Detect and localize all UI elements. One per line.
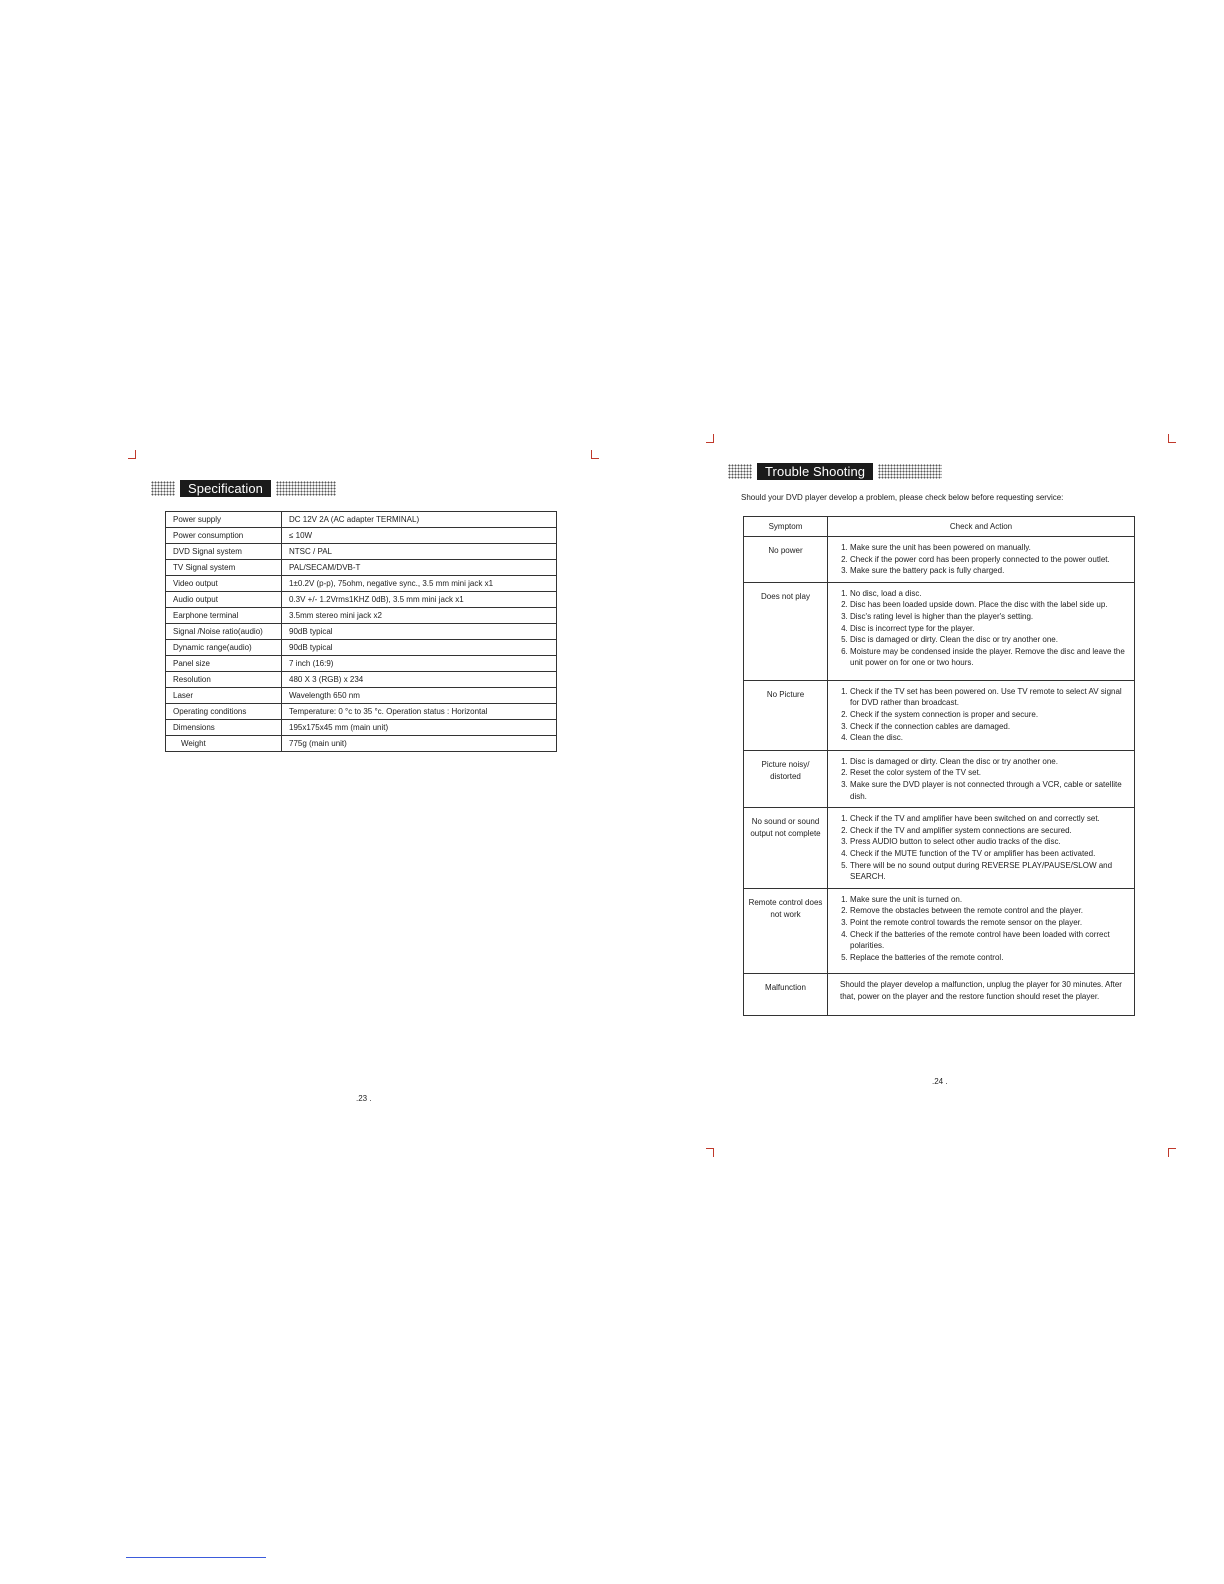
action-cell [828, 973, 1135, 1015]
spec-label: Dimensions [166, 720, 282, 736]
dot-pattern-right [878, 464, 942, 479]
spec-value: 775g (main unit) [282, 736, 557, 752]
list-item: 2. Disc has been loaded upside down. Place the disc with the label side up. [850, 599, 1130, 611]
list-item: 2. Reset the color system of the TV set. [850, 767, 1130, 779]
spec-value: DC 12V 2A (AC adapter TERMINAL) [282, 512, 557, 528]
spec-value: 1±0.2V (p-p), 75ohm, negative sync., 3.5 mm mini jack x1 [282, 576, 557, 592]
list-item: 4. Check if the batteries of the remote control have been loaded with correct polarities. [850, 929, 1130, 952]
action-cell [828, 582, 1135, 680]
list-item: 6. Moisture may be condensed inside the player. Remove the disc and leave the unit power on for one or two hours. [850, 646, 1130, 669]
specification-table [165, 511, 557, 752]
spec-label: Audio output [166, 592, 282, 608]
table-row [744, 808, 1135, 889]
dot-pattern-left [151, 481, 175, 496]
table-row [166, 576, 557, 592]
symptom-cell: No power [744, 537, 828, 583]
table-row [166, 624, 557, 640]
dot-pattern-right [276, 481, 336, 496]
action-cell [828, 888, 1135, 973]
action-cell [828, 750, 1135, 807]
action-list [840, 686, 1130, 744]
table-row [166, 656, 557, 672]
symptom-cell: Does not play [744, 582, 828, 680]
list-item: 3. Point the remote control towards the remote sensor on the player. [850, 917, 1130, 929]
list-item: 4. Disc is incorrect type for the player. [850, 623, 1130, 635]
list-item: 3. Disc's rating level is higher than the player's setting. [850, 611, 1130, 623]
list-item: 2. Check if the power cord has been properly connected to the power outlet. [850, 554, 1130, 566]
spec-label: Panel size [166, 656, 282, 672]
list-item: 2. Check if the TV and amplifier system connections are secured. [850, 825, 1130, 837]
column-header-action: Check and Action [828, 517, 1135, 537]
symptom-cell: Remote control does not work [744, 888, 828, 973]
page-number-left: .23 . [356, 1094, 372, 1103]
table-row [166, 736, 557, 752]
spec-value: 480 X 3 (RGB) x 234 [282, 672, 557, 688]
list-item: 4. Check if the MUTE function of the TV or amplifier has been activated. [850, 848, 1130, 860]
list-item: 1. Disc is damaged or dirty. Clean the disc or try another one. [850, 756, 1130, 768]
list-item: 1. Make sure the unit has been powered on manually. [850, 542, 1130, 554]
spec-label: Resolution [166, 672, 282, 688]
spec-label: Power consumption [166, 528, 282, 544]
spec-value: 195x175x45 mm (main unit) [282, 720, 557, 736]
action-cell [828, 808, 1135, 889]
spec-label: Operating conditions [166, 704, 282, 720]
list-item: 3. Check if the connection cables are damaged. [850, 721, 1130, 733]
action-text: Should the player develop a malfunction, unplug the player for 30 minutes. After that, power on the player and the restore function should reset the player. [840, 979, 1122, 1001]
list-item: 1. Check if the TV set has been powered on. Use TV remote to select AV signal for DVD rather than broadcast. [850, 686, 1130, 709]
spec-value: Temperature: 0 °c to 35 °c. Operation status : Horizontal [282, 704, 557, 720]
table-row [166, 512, 557, 528]
list-item: 5. Disc is damaged or dirty. Clean the disc or try another one. [850, 634, 1130, 646]
table-row [744, 888, 1135, 973]
table-row [744, 537, 1135, 583]
crop-mark-left-top-right [591, 450, 599, 459]
action-list [840, 894, 1130, 964]
table-row [166, 704, 557, 720]
table-row [166, 720, 557, 736]
action-list [840, 813, 1130, 883]
crop-mark-right-bottom-right [1168, 1148, 1176, 1157]
symptom-cell: Malfunction [744, 973, 828, 1015]
page-number-right: .24 . [932, 1077, 948, 1086]
crop-mark-right-top-right [1168, 434, 1176, 443]
table-row [166, 544, 557, 560]
table-row [744, 582, 1135, 680]
table-row [166, 528, 557, 544]
table-row [744, 750, 1135, 807]
table-row [166, 608, 557, 624]
spec-label: Video output [166, 576, 282, 592]
page-title: Trouble Shooting [757, 463, 873, 480]
table-row [744, 973, 1135, 1015]
spec-label: TV Signal system [166, 560, 282, 576]
symptom-cell: Picture noisy/ distorted [744, 750, 828, 807]
table-row [166, 592, 557, 608]
dot-pattern-left [728, 464, 752, 479]
list-item: 2. Remove the obstacles between the remote control and the player. [850, 905, 1130, 917]
table-row [166, 560, 557, 576]
action-cell [828, 537, 1135, 583]
table-row [166, 640, 557, 656]
crop-mark-right-top-left [706, 434, 714, 443]
list-item: 2. Check if the system connection is proper and secure. [850, 709, 1130, 721]
spec-label: Laser [166, 688, 282, 704]
spec-label: Power supply [166, 512, 282, 528]
spec-value: 90dB typical [282, 624, 557, 640]
list-item: 3. Make sure the DVD player is not connected through a VCR, cable or satellite dish. [850, 779, 1130, 802]
table-header-row [744, 517, 1135, 537]
list-item: 5. Replace the batteries of the remote control. [850, 952, 1130, 964]
list-item: 3. Make sure the battery pack is fully charged. [850, 565, 1130, 577]
list-item: 3. Press AUDIO button to select other audio tracks of the disc. [850, 836, 1130, 848]
spec-value: NTSC / PAL [282, 544, 557, 560]
action-list [840, 542, 1130, 577]
list-item: 1. Make sure the unit is turned on. [850, 894, 1130, 906]
table-row [166, 672, 557, 688]
action-list [840, 588, 1130, 669]
troubleshooting-table [743, 516, 1135, 1016]
spec-value: ≤ 10W [282, 528, 557, 544]
spec-value: PAL/SECAM/DVB-T [282, 560, 557, 576]
spec-label: Signal /Noise ratio(audio) [166, 624, 282, 640]
table-row [166, 688, 557, 704]
crop-mark-left-top-left [128, 450, 136, 459]
spec-label: Dynamic range(audio) [166, 640, 282, 656]
spec-value: 3.5mm stereo mini jack x2 [282, 608, 557, 624]
spec-value: 90dB typical [282, 640, 557, 656]
specification-heading [151, 480, 336, 497]
page-title: Specification [180, 480, 271, 497]
list-item: 1. No disc, load a disc. [850, 588, 1130, 600]
troubleshooting-heading [728, 463, 942, 480]
intro-text: Should your DVD player develop a problem, please check below before requesting service: [741, 493, 1064, 502]
spec-label: Weight [166, 736, 282, 752]
table-row [744, 680, 1135, 750]
crop-mark-right-bottom-left [706, 1148, 714, 1157]
list-item: 1. Check if the TV and amplifier have been switched on and correctly set. [850, 813, 1130, 825]
footer-line [126, 1557, 266, 1558]
spec-label: Earphone terminal [166, 608, 282, 624]
column-header-symptom: Symptom [744, 517, 828, 537]
spec-value: 0.3V +/- 1.2Vrms1KHZ 0dB), 3.5 mm mini jack x1 [282, 592, 557, 608]
action-list [840, 756, 1130, 802]
list-item: 4. Clean the disc. [850, 732, 1130, 744]
action-cell [828, 680, 1135, 750]
symptom-cell: No sound or sound output not complete [744, 808, 828, 889]
spec-label: DVD Signal system [166, 544, 282, 560]
spec-value: 7 inch (16:9) [282, 656, 557, 672]
spec-value: Wavelength 650 nm [282, 688, 557, 704]
list-item: 5. There will be no sound output during REVERSE PLAY/PAUSE/SLOW and SEARCH. [850, 860, 1130, 883]
symptom-cell: No Picture [744, 680, 828, 750]
